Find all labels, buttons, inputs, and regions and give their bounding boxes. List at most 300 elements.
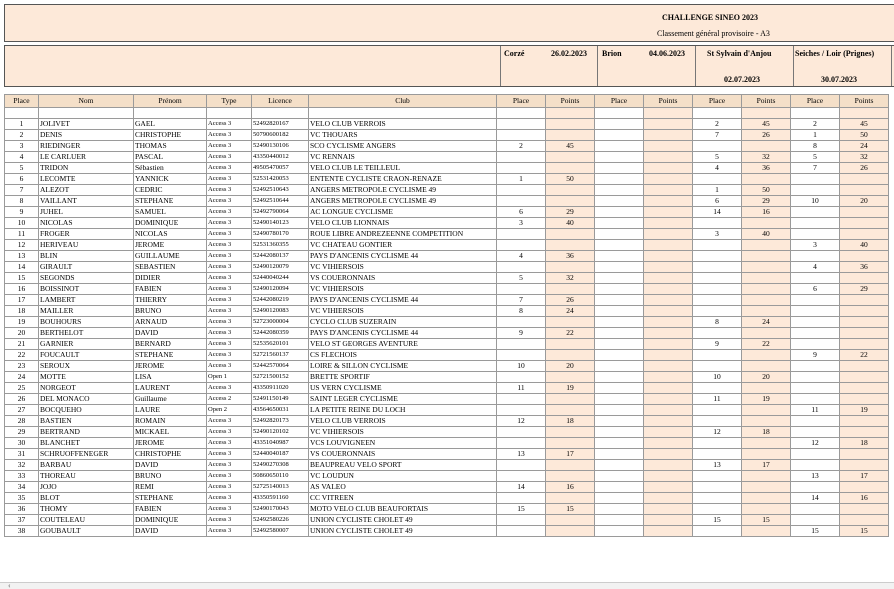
table-cell: 22 <box>5 350 39 361</box>
table-cell: 45 <box>840 119 889 130</box>
table-cell: 15 <box>693 515 742 526</box>
table-cell: 10 <box>693 372 742 383</box>
table-cell: UNION CYCLISTE CHOLET 49 <box>309 515 497 526</box>
table-cell <box>693 526 742 537</box>
table-row <box>5 196 889 207</box>
table-row <box>5 240 889 251</box>
table-cell: 3 <box>693 229 742 240</box>
table-cell: 43351040987 <box>252 438 309 449</box>
table-cell <box>595 526 644 537</box>
table-cell: STEPHANE <box>134 350 207 361</box>
table-cell <box>595 295 644 306</box>
table-cell <box>693 383 742 394</box>
table-cell <box>644 438 693 449</box>
table-cell <box>840 207 889 218</box>
table-cell: 26 <box>5 394 39 405</box>
table-cell: VELO ST GEORGES AVENTURE <box>309 339 497 350</box>
table-cell <box>791 515 840 526</box>
table-cell: 17 <box>742 460 791 471</box>
spacer-row <box>5 108 889 119</box>
table-cell: 19 <box>546 383 595 394</box>
table-cell <box>791 251 840 262</box>
table-cell: VC VIHIERSOIS <box>309 306 497 317</box>
table-cell: 52723000004 <box>252 317 309 328</box>
table-cell: 5 <box>791 152 840 163</box>
table-cell <box>742 240 791 251</box>
table-cell: 20 <box>742 372 791 383</box>
table-cell: 16 <box>840 493 889 504</box>
col-header: Place <box>693 95 742 108</box>
table-cell: 52440040244 <box>252 273 309 284</box>
table-cell <box>791 427 840 438</box>
table-cell: Access 3 <box>207 295 252 306</box>
table-cell <box>840 339 889 350</box>
table-cell: BLANCHET <box>39 438 134 449</box>
table-cell <box>595 427 644 438</box>
table-cell <box>644 163 693 174</box>
table-cell: JUHEL <box>39 207 134 218</box>
scroll-left-icon[interactable]: ‹ <box>8 581 11 589</box>
table-row <box>5 185 889 196</box>
table-cell <box>693 306 742 317</box>
table-cell: VS COUERONNAIS <box>309 273 497 284</box>
table-cell: 15 <box>840 526 889 537</box>
col-header: Points <box>742 95 791 108</box>
table-cell: Access 3 <box>207 284 252 295</box>
table-cell: 13 <box>693 460 742 471</box>
table-cell: 32 <box>742 152 791 163</box>
col-header: Type <box>207 95 252 108</box>
col-header: Place <box>5 95 39 108</box>
table-cell <box>693 449 742 460</box>
table-cell: 40 <box>840 240 889 251</box>
table-cell: 16 <box>742 207 791 218</box>
table-cell: 36 <box>742 163 791 174</box>
table-cell: SEROUX <box>39 361 134 372</box>
table-cell: 37 <box>5 515 39 526</box>
table-cell <box>595 328 644 339</box>
table-cell: GAEL <box>134 119 207 130</box>
table-cell: 52721560137 <box>252 350 309 361</box>
table-cell <box>791 460 840 471</box>
table-cell: Access 3 <box>207 262 252 273</box>
table-cell: 14 <box>693 207 742 218</box>
table-cell: 14 <box>497 482 546 493</box>
table-cell: 17 <box>5 295 39 306</box>
table-cell <box>644 460 693 471</box>
table-cell <box>693 284 742 295</box>
table-cell: 12 <box>693 427 742 438</box>
table-cell: BLOT <box>39 493 134 504</box>
table-cell <box>644 493 693 504</box>
race-2-name: Brion <box>602 49 622 58</box>
table-row <box>5 526 889 537</box>
table-cell <box>546 163 595 174</box>
table-cell <box>497 526 546 537</box>
table-cell <box>546 196 595 207</box>
table-cell <box>595 185 644 196</box>
table-cell: THOREAU <box>39 471 134 482</box>
table-row <box>5 504 889 515</box>
table-cell <box>497 394 546 405</box>
table-cell: 29 <box>546 207 595 218</box>
table-cell: 52442570064 <box>252 361 309 372</box>
table-cell: 18 <box>5 306 39 317</box>
table-cell: 15 <box>791 526 840 537</box>
table-cell <box>693 416 742 427</box>
table-cell: 52535620101 <box>252 339 309 350</box>
table-row <box>5 119 889 130</box>
table-row <box>5 218 889 229</box>
table-cell <box>546 460 595 471</box>
table-cell: 10 <box>791 196 840 207</box>
table-cell <box>644 251 693 262</box>
table-cell <box>546 471 595 482</box>
table-cell: 26 <box>840 163 889 174</box>
table-cell <box>693 273 742 284</box>
table-cell <box>595 119 644 130</box>
table-row <box>5 251 889 262</box>
table-cell: BRUNO <box>134 471 207 482</box>
table-cell: MICKAEL <box>134 427 207 438</box>
table-cell <box>497 493 546 504</box>
table-cell: Access 3 <box>207 174 252 185</box>
table-cell <box>595 229 644 240</box>
table-cell <box>497 427 546 438</box>
table-row <box>5 482 889 493</box>
table-cell: GARNIER <box>39 339 134 350</box>
table-cell: HERIVEAU <box>39 240 134 251</box>
table-cell <box>840 460 889 471</box>
table-cell: ROUE LIBRE ANDREZEENNE COMPETITION <box>309 229 497 240</box>
table-cell: DEL MONACO <box>39 394 134 405</box>
col-header: Prénom <box>134 95 207 108</box>
table-cell: JEROME <box>134 240 207 251</box>
table-cell <box>693 251 742 262</box>
table-cell: 2 <box>791 119 840 130</box>
table-cell: DAVID <box>134 460 207 471</box>
table-cell <box>693 438 742 449</box>
table-cell <box>742 306 791 317</box>
table-cell <box>742 383 791 394</box>
table-cell <box>497 515 546 526</box>
table-cell: 50 <box>742 185 791 196</box>
race-1-name: Corzé <box>504 49 525 58</box>
table-cell <box>644 152 693 163</box>
table-row <box>5 130 889 141</box>
table-cell: DOMINIQUE <box>134 218 207 229</box>
table-cell <box>595 405 644 416</box>
table-cell <box>497 471 546 482</box>
table-cell <box>693 482 742 493</box>
table-cell: BEAUPREAU VELO SPORT <box>309 460 497 471</box>
table-cell: JEROME <box>134 361 207 372</box>
table-cell <box>644 416 693 427</box>
table-cell: 52442080219 <box>252 295 309 306</box>
table-row <box>5 262 889 273</box>
table-cell: BERTRAND <box>39 427 134 438</box>
table-cell: 22 <box>742 339 791 350</box>
race-4-name: Seiches / Loir (Prignes) <box>795 49 875 58</box>
table-cell <box>693 471 742 482</box>
table-cell <box>595 240 644 251</box>
col-header: Nom <box>39 95 134 108</box>
table-cell: 43350591160 <box>252 493 309 504</box>
table-cell <box>840 185 889 196</box>
table-row <box>5 306 889 317</box>
table-cell <box>497 350 546 361</box>
table-cell: LOIRE & SILLON CYCLISME <box>309 361 497 372</box>
table-cell: LAMBERT <box>39 295 134 306</box>
table-cell: Access 3 <box>207 119 252 130</box>
table-cell: Access 3 <box>207 185 252 196</box>
table-cell: LISA <box>134 372 207 383</box>
table-cell: 29 <box>5 427 39 438</box>
table-cell: VELO CLUB VERROIS <box>309 119 497 130</box>
table-cell: ANGERS METROPOLE CYCLISME 49 <box>309 196 497 207</box>
table-cell: VELO CLUB LIONNAIS <box>309 218 497 229</box>
table-cell <box>546 152 595 163</box>
table-cell <box>595 383 644 394</box>
table-cell <box>693 493 742 504</box>
table-cell: PASCAL <box>134 152 207 163</box>
horizontal-scrollbar[interactable] <box>0 582 894 589</box>
table-cell: Access 3 <box>207 141 252 152</box>
table-cell: VC VIHIERSOIS <box>309 427 497 438</box>
table-cell <box>840 306 889 317</box>
table-cell: LAURE <box>134 405 207 416</box>
race-header-band <box>4 45 894 87</box>
table-cell <box>742 174 791 185</box>
table-cell <box>791 394 840 405</box>
table-cell: SAINT LEGER CYCLISME <box>309 394 497 405</box>
table-cell: LAURENT <box>134 383 207 394</box>
table-cell: 32 <box>546 273 595 284</box>
table-cell <box>644 482 693 493</box>
table-cell: ALEZOT <box>39 185 134 196</box>
table-cell <box>497 372 546 383</box>
table-cell: 36 <box>546 251 595 262</box>
table-cell: MOTTE <box>39 372 134 383</box>
table-cell <box>644 207 693 218</box>
table-cell: 3 <box>791 240 840 251</box>
table-cell <box>840 449 889 460</box>
table-cell: 32 <box>840 152 889 163</box>
table-cell <box>693 361 742 372</box>
table-cell <box>693 218 742 229</box>
table-cell <box>742 361 791 372</box>
table-cell: LE CARLUER <box>39 152 134 163</box>
table-cell: UNION CYCLISTE CHOLET 49 <box>309 526 497 537</box>
table-cell: 24 <box>5 372 39 383</box>
table-cell <box>644 361 693 372</box>
table-cell <box>595 372 644 383</box>
table-cell: FROGER <box>39 229 134 240</box>
table-cell <box>742 251 791 262</box>
table-cell: DAVID <box>134 526 207 537</box>
table-cell: Access 2 <box>207 394 252 405</box>
table-cell: BERNARD <box>134 339 207 350</box>
table-cell: BOISSINOT <box>39 284 134 295</box>
table-cell <box>840 504 889 515</box>
race-2-date: 04.06.2023 <box>649 49 685 58</box>
table-cell: 12 <box>791 438 840 449</box>
table-cell: 1 <box>693 185 742 196</box>
table-cell <box>497 460 546 471</box>
table-cell <box>693 240 742 251</box>
table-cell: 52492510643 <box>252 185 309 196</box>
table-cell <box>595 471 644 482</box>
table-cell <box>791 273 840 284</box>
table-cell: 6 <box>497 207 546 218</box>
table-cell: 52440040187 <box>252 449 309 460</box>
table-cell: 15 <box>5 273 39 284</box>
table-cell: 2 <box>5 130 39 141</box>
table-cell <box>840 328 889 339</box>
col-header: Club <box>309 95 497 108</box>
col-header: Points <box>546 95 595 108</box>
table-cell: 2 <box>497 141 546 152</box>
table-cell: Access 3 <box>207 273 252 284</box>
table-cell <box>497 262 546 273</box>
table-cell: TRIDON <box>39 163 134 174</box>
table-cell <box>497 284 546 295</box>
table-cell <box>497 185 546 196</box>
table-cell: 40 <box>742 229 791 240</box>
race-4-date: 30.07.2023 <box>821 75 857 84</box>
table-cell: CC VITREEN <box>309 493 497 504</box>
table-cell: 15 <box>546 504 595 515</box>
table-cell: JOLIVET <box>39 119 134 130</box>
table-cell <box>840 251 889 262</box>
standings-table <box>4 94 889 537</box>
table-cell <box>546 185 595 196</box>
table-cell: 13 <box>497 449 546 460</box>
table-cell <box>644 119 693 130</box>
table-cell <box>595 449 644 460</box>
table-cell: 32 <box>5 460 39 471</box>
table-cell: DIDIER <box>134 273 207 284</box>
table-cell <box>840 394 889 405</box>
table-cell <box>595 130 644 141</box>
table-cell: Access 3 <box>207 130 252 141</box>
table-cell <box>791 383 840 394</box>
table-cell <box>644 427 693 438</box>
table-cell <box>840 361 889 372</box>
table-cell: 1 <box>791 130 840 141</box>
table-cell: JOJO <box>39 482 134 493</box>
race-divider <box>793 46 794 86</box>
table-row <box>5 427 889 438</box>
table-cell <box>546 438 595 449</box>
table-cell: 3 <box>5 141 39 152</box>
table-cell <box>644 350 693 361</box>
table-cell <box>497 405 546 416</box>
table-cell: THOMAS <box>134 141 207 152</box>
table-cell: THOMY <box>39 504 134 515</box>
table-cell: Access 3 <box>207 493 252 504</box>
table-row <box>5 207 889 218</box>
table-cell <box>791 504 840 515</box>
challenge-subtitle: Classement général provisoire - A3 <box>657 29 770 38</box>
table-cell <box>644 449 693 460</box>
table-cell <box>546 119 595 130</box>
col-header: Place <box>497 95 546 108</box>
table-cell <box>840 515 889 526</box>
table-cell: 33 <box>5 471 39 482</box>
table-cell: NICOLAS <box>39 218 134 229</box>
table-cell: BOUHOURS <box>39 317 134 328</box>
table-cell: 18 <box>840 438 889 449</box>
table-cell: SEGONDS <box>39 273 134 284</box>
table-cell <box>693 262 742 273</box>
table-cell: 9 <box>5 207 39 218</box>
table-cell: Access 3 <box>207 196 252 207</box>
table-cell: 19 <box>5 317 39 328</box>
table-cell: 1 <box>497 174 546 185</box>
race-1-date: 26.02.2023 <box>551 49 587 58</box>
table-cell: SAMUEL <box>134 207 207 218</box>
table-cell: Access 3 <box>207 460 252 471</box>
table-row <box>5 394 889 405</box>
table-cell: 7 <box>791 163 840 174</box>
table-cell: VC THOUARS <box>309 130 497 141</box>
table-cell: VAILLANT <box>39 196 134 207</box>
table-cell <box>595 163 644 174</box>
table-cell: 20 <box>5 328 39 339</box>
table-cell: 26 <box>742 130 791 141</box>
table-cell <box>840 295 889 306</box>
table-cell: 52492580226 <box>252 515 309 526</box>
table-cell <box>742 493 791 504</box>
table-cell: NICOLAS <box>134 229 207 240</box>
table-cell <box>595 251 644 262</box>
table-cell <box>595 460 644 471</box>
table-cell <box>644 405 693 416</box>
table-cell: VC CHATEAU GONTIER <box>309 240 497 251</box>
table-cell: 52492820173 <box>252 416 309 427</box>
table-cell <box>742 273 791 284</box>
table-cell: 4 <box>497 251 546 262</box>
table-cell: CHRISTOPHE <box>134 449 207 460</box>
table-row <box>5 361 889 372</box>
col-header: Points <box>644 95 693 108</box>
table-cell: 18 <box>742 427 791 438</box>
table-cell: 52490140123 <box>252 218 309 229</box>
table-row <box>5 163 889 174</box>
table-cell: FOUCAULT <box>39 350 134 361</box>
table-cell: 50790600182 <box>252 130 309 141</box>
table-cell: 52490780170 <box>252 229 309 240</box>
table-cell <box>693 504 742 515</box>
table-cell: 4 <box>693 163 742 174</box>
table-cell: 52531360355 <box>252 240 309 251</box>
table-cell <box>791 229 840 240</box>
table-cell <box>840 482 889 493</box>
table-cell: LECOMTE <box>39 174 134 185</box>
table-cell: VC VIHIERSOIS <box>309 284 497 295</box>
table-cell: AS VALEO <box>309 482 497 493</box>
table-cell <box>546 427 595 438</box>
table-cell <box>644 130 693 141</box>
table-row <box>5 174 889 185</box>
title-band <box>4 4 894 42</box>
table-cell <box>595 317 644 328</box>
table-cell: 6 <box>693 196 742 207</box>
table-row <box>5 152 889 163</box>
table-cell: 21 <box>5 339 39 350</box>
table-cell <box>791 449 840 460</box>
